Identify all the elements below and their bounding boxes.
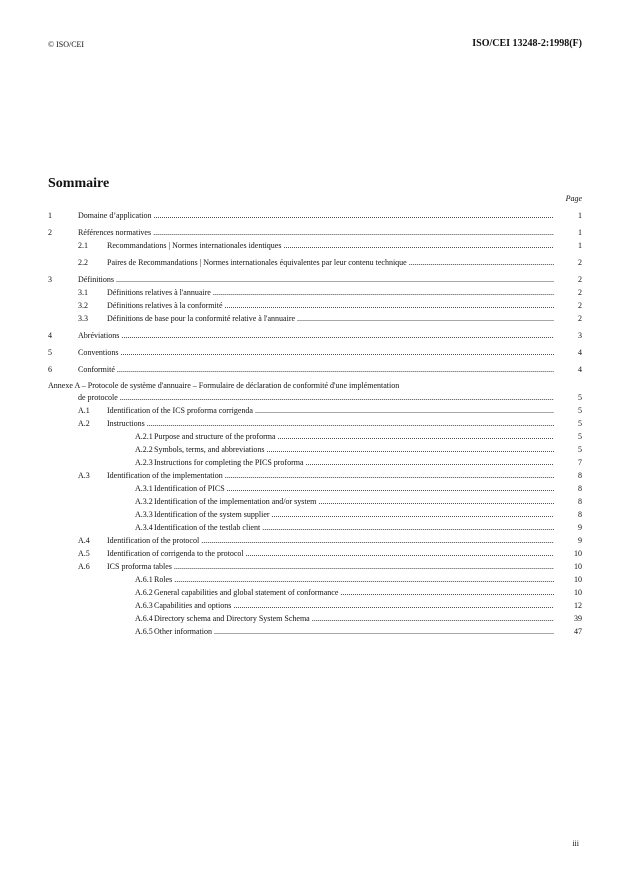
- toc-entry-title[interactable]: Instructions .....: [107, 417, 554, 430]
- toc-entry[interactable]: [48, 560, 582, 573]
- toc-entry-number: A.6.1: [135, 575, 153, 584]
- toc-entry[interactable]: [48, 469, 582, 482]
- toc-entry-page: 10: [574, 562, 582, 571]
- toc-entry-number: 1: [48, 211, 52, 220]
- toc-entry-page: 2: [578, 288, 582, 297]
- toc-entry-title[interactable]: Définitions .....: [78, 273, 554, 286]
- toc-entry-number: 5: [48, 348, 52, 357]
- toc-entry-number: A.6.4: [135, 614, 153, 623]
- toc-entry-title[interactable]: Abréviations .....: [78, 329, 554, 342]
- toc-entry-title[interactable]: Conformité .....: [78, 363, 554, 376]
- toc-entry[interactable]: [48, 404, 582, 417]
- toc-entry-title[interactable]: Purpose and structure of the proforma .....: [154, 430, 554, 443]
- toc-entry-page: 7: [578, 458, 582, 467]
- toc-entry[interactable]: [48, 495, 582, 508]
- toc-entry[interactable]: [48, 534, 582, 547]
- toc-entry-number: A.6.5: [135, 627, 153, 636]
- toc-entry[interactable]: [48, 456, 582, 469]
- toc-entry[interactable]: [48, 586, 582, 599]
- toc-entry[interactable]: [48, 209, 582, 222]
- toc-entry-number: A.2.1: [135, 432, 153, 441]
- toc-entry-number: A.3.4: [135, 523, 153, 532]
- toc-entry-number: A.6.2: [135, 588, 153, 597]
- toc-entry-title[interactable]: Identification of the system supplier .....: [154, 508, 554, 521]
- page-number: iii: [572, 839, 579, 848]
- toc-entry-page: 1: [578, 228, 582, 237]
- toc-entry-page: 10: [574, 549, 582, 558]
- toc-entry-number: 2.2: [78, 258, 88, 267]
- toc-entry-title[interactable]: General capabilities and global statement of conformance .....: [154, 586, 554, 599]
- toc-entry[interactable]: [48, 239, 582, 252]
- toc-entry-page: 8: [578, 497, 582, 506]
- toc-entry-title[interactable]: Identification of PICS .....: [154, 482, 554, 495]
- toc-entry-page: 2: [578, 314, 582, 323]
- toc-entry-title[interactable]: Directory schema and Directory System Schema .....: [154, 612, 554, 625]
- toc-entry[interactable]: [48, 329, 582, 342]
- toc-entry-page: 4: [578, 348, 582, 357]
- toc-entry-title[interactable]: Définitions relatives à la conformité .....: [107, 299, 554, 312]
- toc-entry-title[interactable]: Identification of the ICS proforma corrigenda .....: [107, 404, 554, 417]
- toc-entry-number: 2.1: [78, 241, 88, 250]
- toc-entry[interactable]: [48, 273, 582, 286]
- toc-entry-title[interactable]: Identification of the protocol .....: [107, 534, 554, 547]
- toc-entry-number: A.3: [78, 471, 90, 480]
- toc-entry[interactable]: [48, 547, 582, 560]
- toc-entry-title[interactable]: Recommandations | Normes internationales identiques .....: [107, 239, 554, 252]
- toc-entry[interactable]: [48, 256, 582, 269]
- toc-entry-title[interactable]: Identification of the implementation and/or system .....: [154, 495, 554, 508]
- toc-entry-title[interactable]: Identification of the implementation .....: [107, 469, 554, 482]
- toc-entry-page: 47: [574, 627, 582, 636]
- toc-entry-title[interactable]: Other information .....: [154, 625, 554, 638]
- toc-annex-heading[interactable]: Annexe A – Protocole de système d'annuaire – Formulaire de déclaration de conformité d'une implémentation: [48, 381, 400, 390]
- toc-entry-page: 8: [578, 510, 582, 519]
- toc-entry[interactable]: [48, 625, 582, 638]
- toc-entry[interactable]: [48, 508, 582, 521]
- page-column-label: Page: [565, 194, 582, 203]
- toc-entry[interactable]: [48, 299, 582, 312]
- toc-entry-number: 6: [48, 365, 52, 374]
- toc-entry-page: 9: [578, 523, 582, 532]
- toc-entry-number: A.2.2: [135, 445, 153, 454]
- toc-entry-page: 2: [578, 275, 582, 284]
- toc-entry-title[interactable]: Instructions for completing the PICS proforma .....: [154, 456, 554, 469]
- toc-entry-title[interactable]: Conventions .....: [78, 346, 554, 359]
- toc-entry-number: A.6.3: [135, 601, 153, 610]
- toc-entry-number: A.4: [78, 536, 90, 545]
- toc-entry[interactable]: [48, 226, 582, 239]
- toc-entry-page: 5: [578, 445, 582, 454]
- toc-entry[interactable]: [48, 573, 582, 586]
- toc-entry-page: 10: [574, 575, 582, 584]
- toc-entry-title[interactable]: Références normatives .....: [78, 226, 554, 239]
- toc-entry[interactable]: [48, 363, 582, 376]
- toc-entry[interactable]: [48, 391, 582, 404]
- toc-entry-page: 5: [578, 432, 582, 441]
- toc-entry-page: 1: [578, 241, 582, 250]
- toc-entry[interactable]: [48, 612, 582, 625]
- toc-entry-page: 10: [574, 588, 582, 597]
- toc-entry-number: 3.2: [78, 301, 88, 310]
- toc-entry-page: 39: [574, 614, 582, 623]
- toc-entry-title[interactable]: Domaine d’application .....: [78, 209, 554, 222]
- toc-entry-number: 3.3: [78, 314, 88, 323]
- toc-entry-title[interactable]: Paires de Recommandations | Normes internationales équivalentes par leur contenu technique .....: [107, 256, 554, 269]
- toc-entry-number: A.3.1: [135, 484, 153, 493]
- toc-entry-number: A.5: [78, 549, 90, 558]
- header-standard-id: ISO/CEI 13248-2:1998(F): [472, 38, 582, 49]
- table-of-contents: [48, 209, 582, 638]
- toc-entry-page: 12: [574, 601, 582, 610]
- toc-entry[interactable]: [48, 443, 582, 456]
- toc-entry-page: 5: [578, 419, 582, 428]
- toc-entry[interactable]: [48, 417, 582, 430]
- toc-entry-title[interactable]: Identification of the testlab client .....: [154, 521, 554, 534]
- toc-entry-page: 3: [578, 331, 582, 340]
- toc-entry-number: A.3.3: [135, 510, 153, 519]
- toc-entry-number: A.2: [78, 419, 90, 428]
- toc-entry-title[interactable]: de protocole .....: [78, 391, 554, 404]
- toc-entry-number: A.6: [78, 562, 90, 571]
- toc-entry-page: 4: [578, 365, 582, 374]
- toc-entry-number: 3.1: [78, 288, 88, 297]
- page-title: Sommaire: [48, 176, 110, 191]
- toc-entry[interactable]: [48, 482, 582, 495]
- toc-entry[interactable]: [48, 599, 582, 612]
- toc-entry-title[interactable]: ICS proforma tables .....: [107, 560, 554, 573]
- toc-entry-page: 8: [578, 471, 582, 480]
- toc-entry-page: 1: [578, 211, 582, 220]
- toc-entry-title[interactable]: Définitions relatives à l'annuaire .....: [107, 286, 554, 299]
- toc-entry-number: 3: [48, 275, 52, 284]
- toc-entry[interactable]: [48, 312, 582, 325]
- toc-entry-page: 2: [578, 258, 582, 267]
- header-copyright: © ISO/CEI: [48, 40, 85, 49]
- toc-entry-title[interactable]: Roles .....: [154, 573, 554, 586]
- toc-entry-page: 9: [578, 536, 582, 545]
- toc-entry-title[interactable]: Identification of corrigenda to the protocol .....: [107, 547, 554, 560]
- toc-entry-title[interactable]: Capabilities and options .....: [154, 599, 554, 612]
- toc-entry-number: 4: [48, 331, 52, 340]
- toc-entry-page: 5: [578, 406, 582, 415]
- toc-entry-number: A.2.3: [135, 458, 153, 467]
- toc-entry[interactable]: [48, 286, 582, 299]
- toc-entry-title[interactable]: Symbols, terms, and abbreviations .....: [154, 443, 554, 456]
- toc-entry-title[interactable]: Définitions de base pour la conformité relative à l'annuaire .....: [107, 312, 554, 325]
- toc-entry-page: 2: [578, 301, 582, 310]
- toc-entry[interactable]: [48, 430, 582, 443]
- toc-entry-page: 5: [578, 393, 582, 402]
- toc-entry-page: 8: [578, 484, 582, 493]
- toc-entry-number: 2: [48, 228, 52, 237]
- toc-entry-number: A.3.2: [135, 497, 153, 506]
- toc-entry-number: A.1: [78, 406, 90, 415]
- toc-entry[interactable]: [48, 346, 582, 359]
- toc-entry[interactable]: [48, 521, 582, 534]
